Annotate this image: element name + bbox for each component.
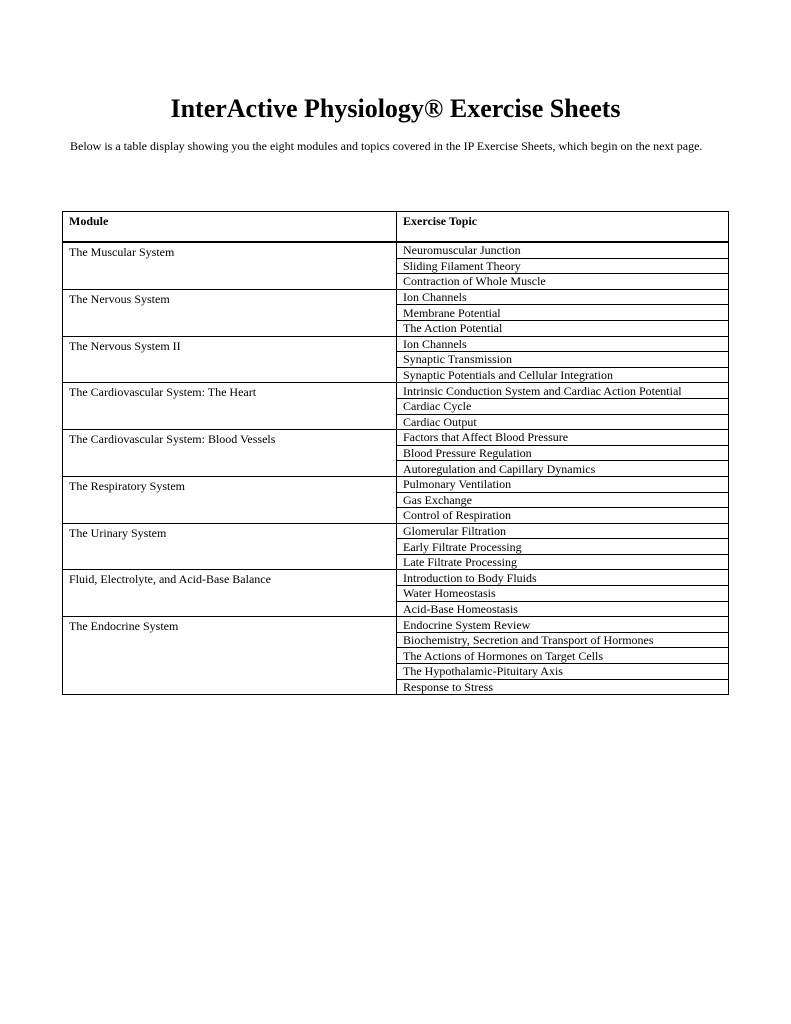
- topic-cell: Biochemistry, Secretion and Transport of Hormones: [397, 632, 729, 648]
- topic-cell: Late Filtrate Processing: [397, 554, 729, 570]
- topic-cell: Synaptic Transmission: [397, 352, 729, 368]
- topic-cell: Membrane Potential: [397, 305, 729, 321]
- intro-paragraph: Below is a table display showing you the eight modules and topics covered in the IP Exercise Sheets, which begin on the next page.: [70, 139, 703, 153]
- topic-cell: Factors that Affect Blood Pressure: [397, 430, 729, 446]
- table-header-row: [63, 212, 729, 243]
- table-row: [63, 336, 729, 352]
- table-row: [63, 523, 729, 539]
- topic-cell: Sliding Filament Theory: [397, 258, 729, 274]
- table-body: [63, 242, 729, 695]
- topic-cell: Cardiac Output: [397, 414, 729, 430]
- module-cell: The Nervous System: [63, 289, 397, 336]
- topic-cell: Endocrine System Review: [397, 617, 729, 633]
- topic-cell: Introduction to Body Fluids: [397, 570, 729, 586]
- module-cell: The Urinary System: [63, 523, 397, 570]
- topic-cell: Acid-Base Homeostasis: [397, 601, 729, 617]
- topic-cell: Ion Channels: [397, 336, 729, 352]
- table-row: [63, 476, 729, 492]
- topic-cell: Gas Exchange: [397, 492, 729, 508]
- topic-cell: Cardiac Cycle: [397, 398, 729, 414]
- topic-cell: The Hypothalamic-Pituitary Axis: [397, 664, 729, 680]
- topic-cell: Control of Respiration: [397, 508, 729, 524]
- topic-cell: Pulmonary Ventilation: [397, 476, 729, 492]
- topic-cell: Water Homeostasis: [397, 586, 729, 602]
- topic-cell: Intrinsic Conduction System and Cardiac Action Potential: [397, 383, 729, 399]
- table-row: [63, 617, 729, 633]
- table-row: [63, 383, 729, 399]
- module-column-header: Module: [63, 212, 397, 243]
- table-row: [63, 289, 729, 305]
- topic-cell: Neuromuscular Junction: [397, 242, 729, 258]
- topic-cell: Autoregulation and Capillary Dynamics: [397, 461, 729, 477]
- module-cell: The Endocrine System: [63, 617, 397, 695]
- topic-cell: Glomerular Filtration: [397, 523, 729, 539]
- topic-cell: The Actions of Hormones on Target Cells: [397, 648, 729, 664]
- module-cell: The Nervous System II: [63, 336, 397, 383]
- topic-cell: Synaptic Potentials and Cellular Integration: [397, 367, 729, 383]
- modules-table: [62, 211, 729, 695]
- topic-cell: Ion Channels: [397, 289, 729, 305]
- module-cell: The Cardiovascular System: Blood Vessels: [63, 430, 397, 477]
- topic-cell: Contraction of Whole Muscle: [397, 274, 729, 290]
- topic-cell: Early Filtrate Processing: [397, 539, 729, 555]
- module-cell: The Muscular System: [63, 242, 397, 289]
- topic-cell: Blood Pressure Regulation: [397, 445, 729, 461]
- topic-column-header: Exercise Topic: [397, 212, 729, 243]
- table-row: [63, 242, 729, 258]
- table-row: [63, 430, 729, 446]
- topic-cell: The Action Potential: [397, 320, 729, 336]
- topic-cell: Response to Stress: [397, 679, 729, 695]
- module-cell: The Cardiovascular System: The Heart: [63, 383, 397, 430]
- module-cell: Fluid, Electrolyte, and Acid-Base Balance: [63, 570, 397, 617]
- page-title: InterActive Physiology® Exercise Sheets: [170, 94, 621, 123]
- module-cell: The Respiratory System: [63, 476, 397, 523]
- table-row: [63, 570, 729, 586]
